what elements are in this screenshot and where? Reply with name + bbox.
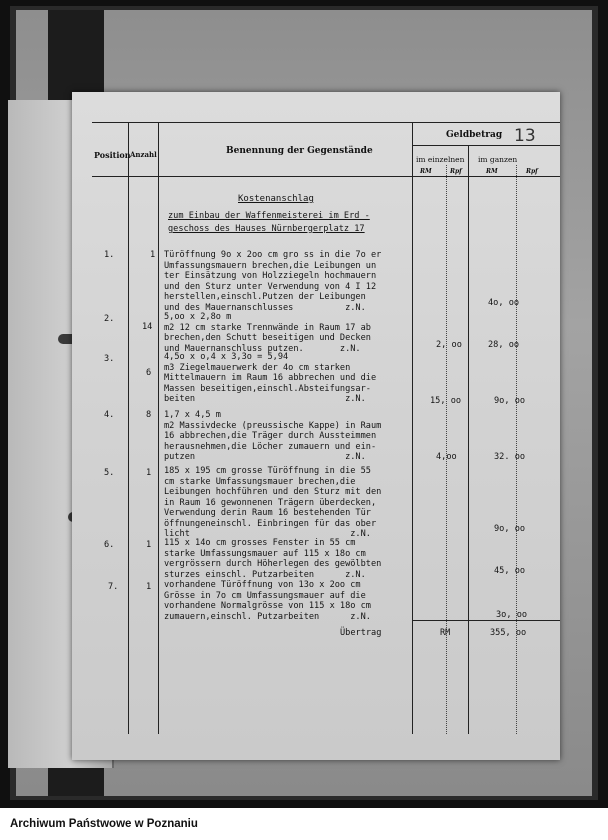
uebertrag-label: Übertrag xyxy=(340,628,382,638)
doc-title: Kostenanschlag xyxy=(238,194,314,204)
item-3-text: 4,5o x o,4 x 3,3o = 5,94 m3 Ziegelmauerwerk der 4o cm starken Mittelmauern im Raum 16 abbrechen und die Massen beseitigen,einschl.Absteifungsar- beiten z.N. xyxy=(164,352,377,404)
col-rpf2: Rpf xyxy=(526,168,538,175)
item-5-ganzen: 9o, oo xyxy=(494,524,526,534)
col-rm1: RM xyxy=(420,168,432,175)
item-1-ganzen: 4o, oo xyxy=(488,298,520,308)
item-2-text: 5,oo x 2,8o m m2 12 cm starke Trennwände in Raum 17 ab brechen,den Schutt beseitigen und Decken und Mauernanschluss putzen. z.N. xyxy=(164,312,371,354)
item-1-pos: 1. xyxy=(104,250,115,260)
item-2-anzahl: 14 xyxy=(142,322,153,332)
col-anzahl: Anzahl xyxy=(130,150,157,159)
item-2-einzeln: 2, oo xyxy=(436,340,462,350)
archive-name: Archiwum Państwowe w Poznaniu xyxy=(10,818,198,830)
item-5-anzahl: 1 xyxy=(146,468,152,478)
item-4-pos: 4. xyxy=(104,410,115,420)
col-rm2: RM xyxy=(486,168,498,175)
col-ganzen: im ganzen xyxy=(478,155,518,164)
item-2-ganzen: 28, oo xyxy=(488,340,520,350)
doc-subtitle-2: geschoss des Hauses Nürnbergerplatz 17 xyxy=(168,224,365,234)
item-4-einzeln: 4,oo xyxy=(436,452,457,462)
item-3-anzahl: 6 xyxy=(146,368,152,378)
item-7-anzahl: 1 xyxy=(146,582,152,592)
item-7-text: vorhandene Türöffnung von 13o x 2oo cm Grösse in 7o cm Umfassungsmauer auf die vorhandene Normalgrösse von 115 x 18o cm zumauern,einschl. Putzarbeiten z.N. xyxy=(164,580,371,622)
col-einzelnen: im einzelnen xyxy=(416,155,465,164)
item-4-ganzen: 32. oo xyxy=(494,452,526,462)
doc-subtitle-1: zum Einbau der Waffenmeisterei im Erd - xyxy=(168,211,370,221)
sum-rule xyxy=(412,620,560,621)
item-3-ganzen: 9o, oo xyxy=(494,396,526,406)
col-geldbetrag: Geldbetrag xyxy=(446,130,503,140)
geld-sub-rule xyxy=(412,145,560,146)
item-6-text: 115 x 14o cm grosses Fenster in 55 cm starke Umfassungsmauer auf 115 x 18o cm vergrössern durch Höherlegen des gewölbten sturzes einschl. Putzarbeiten z.N. xyxy=(164,538,382,580)
item-6-ganzen: 45, oo xyxy=(494,566,526,576)
page-number: 13 xyxy=(514,126,536,146)
col-position: Position xyxy=(94,150,131,160)
col-rpf1: Rpf xyxy=(450,168,462,175)
item-5-text: 185 x 195 cm grosse Türöffnung in die 55 cm starke Umfassungsmauer brechen,die Leibungen hochführen und den Sturz mit den in Raum 16 gewonnenen Trägern überdecken, Verwendung derin Raum 16 bestehenden Tür öffnungeneinschl. Einbringen für das ober licht z.N. xyxy=(164,466,382,539)
item-1-anzahl: 1 xyxy=(150,250,156,260)
table-top-rule xyxy=(92,122,560,123)
col-line-einzeln xyxy=(468,145,469,734)
item-2-pos: 2. xyxy=(104,314,115,324)
col-benennung: Benennung der Gegenstände xyxy=(226,146,373,156)
item-7-ganzen: 3o, oo xyxy=(496,610,528,620)
item-4-anzahl: 8 xyxy=(146,410,152,420)
item-1-text: Türöffnung 9o x 2oo cm gro ss in die 7o er Umfassungsmauern brechen,die Leibungen un ter Einsätzung von Holzziegeln hochmauern und den Sturz unter Verwendung von 4 I 12 herstellen,einschl.Putzen der Leibungen und des Mauernanschlusses z.N. xyxy=(164,250,382,313)
header-bottom-rule xyxy=(92,176,560,177)
item-6-pos: 6. xyxy=(104,540,115,550)
item-4-text: 1,7 x 4,5 m m2 Massivdecke (preussische Kappe) in Raum 16 abbrechen,die Träger durch Aussteimmen herausnehmen,die Löcher zumauern und ein- putzen z.N. xyxy=(164,410,382,462)
item-7-pos: 7. xyxy=(108,582,119,592)
col-line-anzahl xyxy=(158,122,159,734)
item-6-anzahl: 1 xyxy=(146,540,152,550)
uebertrag-currency: RM xyxy=(440,628,451,638)
item-3-einzeln: 15, oo xyxy=(430,396,462,406)
item-3-pos: 3. xyxy=(104,354,115,364)
col-line-benennung xyxy=(412,122,413,734)
col-line-pos xyxy=(128,122,129,734)
col-line-rpf2 xyxy=(516,165,517,734)
col-line-rpf1 xyxy=(446,165,447,734)
item-5-pos: 5. xyxy=(104,468,115,478)
uebertrag-value: 355, oo xyxy=(490,628,527,638)
archive-footer xyxy=(0,808,608,840)
